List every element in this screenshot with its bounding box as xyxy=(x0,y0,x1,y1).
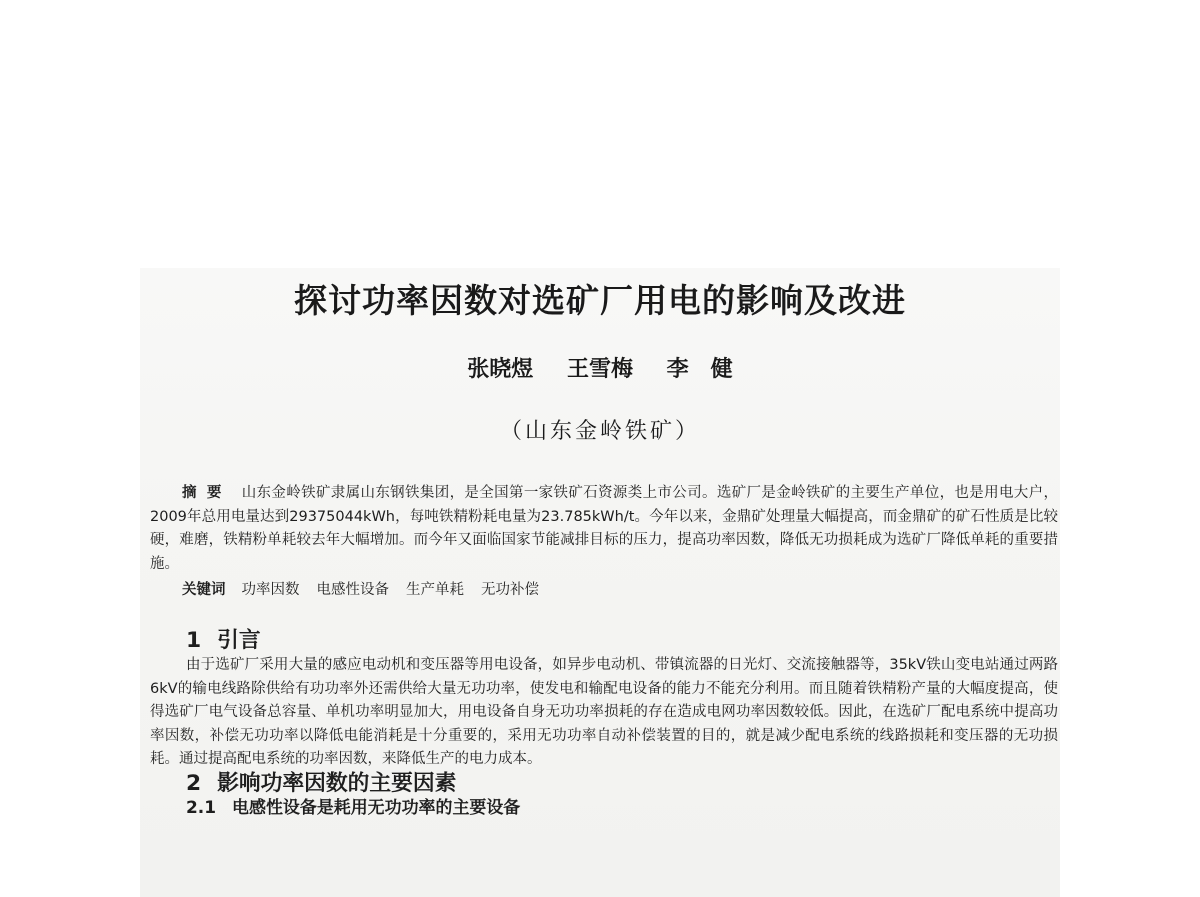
keywords xyxy=(182,579,1058,603)
paper-title: 探讨功率因数对选矿厂用电的影响及改进 xyxy=(294,281,906,320)
abstract-text: 山东金岭铁矿隶属山东钢铁集团，是全国第一家铁矿石资源类上市公司。选矿厂是金岭铁矿的主要生产单位，也是用电大户，2009年总用电量达到29375044kWh，每吨铁精粉耗电量为23.785kWh/t。今年以来，金鼎矿处理量大幅提高，而金鼎矿的矿石性质是比较硬，难磨，铁精粉单耗较去年大幅增加。而今年又面临国家节能减排目标的压力，提高功率因数，降低无功损耗成为选矿厂降低单耗的重要措施。 xyxy=(150,485,1059,572)
keyword: 无功补偿 xyxy=(481,582,539,598)
author-name: 张晓煜 xyxy=(467,356,534,382)
abstract-label: 摘要 xyxy=(182,485,232,501)
author-name: 李 健 xyxy=(666,356,733,382)
subsection-title: 电感性设备是耗用无功功率的主要设备 xyxy=(232,797,521,817)
keyword: 生产单耗 xyxy=(406,582,464,598)
section-heading xyxy=(150,772,1058,796)
author-list xyxy=(0,352,1200,383)
keywords-label: 关键词 xyxy=(182,582,226,598)
section-number: 1 xyxy=(186,627,202,653)
author-affiliation: （山东金岭铁矿） xyxy=(499,419,700,444)
subsection-heading xyxy=(150,796,1058,820)
section-title: 影响功率因数的主要因素 xyxy=(217,770,457,796)
subsection-number: 2.1 xyxy=(186,797,217,817)
paper-body xyxy=(150,482,1058,820)
keyword: 功率因数 xyxy=(241,582,300,598)
keyword: 电感性设备 xyxy=(316,582,389,598)
section-title: 引言 xyxy=(217,627,261,653)
section-number: 2 xyxy=(186,770,202,796)
body-paragraph: 由于选矿厂采用大量的感应电动机和变压器等用电设备，如异步电动机、带镇流器的日光灯、交流接触器等，35kV铁山变电站通过两路6kV的输电线路除供给有功功率外还需供给大量无功功率，使发电和输配电设备的能力不能充分利用。而且随着铁精粉产量的大幅度提高，使得选矿厂电气设备总容量、单机功率明显加大，用电设备自身无功功率损耗的存在造成电网功率因数较低。因此，在选矿厂配电系统中提高功率因数，补偿无功功率以降低电能消耗是十分重要的，采用无功功率自动补偿装置的目的，就是减少配电系统的线路损耗和变压器的无功损耗。通过提高配电系统的功率因数，来降低生产的电力成本。 xyxy=(150,657,1058,767)
section-heading xyxy=(150,629,1058,653)
author-name: 王雪梅 xyxy=(566,356,633,382)
abstract xyxy=(150,482,1058,576)
